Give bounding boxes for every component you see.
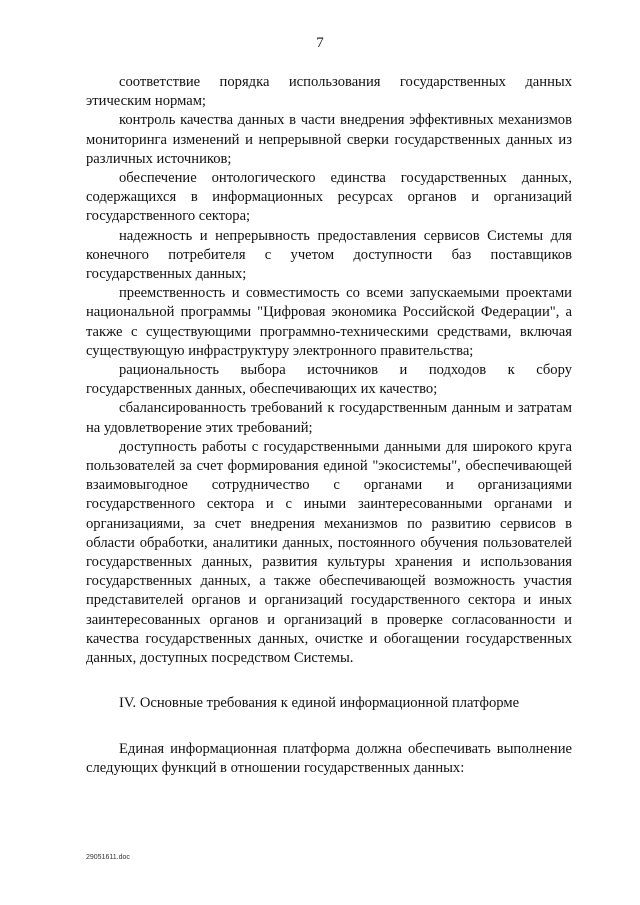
requirement-paragraph: преемственность и совместимость со всеми запускаемыми проектами национальной программы "Цифровая экономика Российской Федерации", а также с существующими программно-техническими средствами, включая существующую инфраструктуру электронного правительства; — [86, 285, 572, 359]
document-body — [86, 73, 572, 778]
requirement-paragraph: обеспечение онтологического единства государственных данных, содержащихся в информационных ресурсах органов и организаций государственного сектора; — [86, 170, 572, 225]
requirement-paragraph: сбалансированность требований к государственным данным и затратам на удовлетворение этих требований; — [86, 400, 572, 436]
page-number: 7 — [316, 35, 324, 51]
footer-file-code: 29051611.doc — [86, 854, 130, 861]
requirement-paragraph: надежность и непрерывность предоставления сервисов Системы для конечного потребителя с учетом доступности баз поставщиков государственных данных; — [86, 227, 572, 283]
requirement-paragraph: рациональность выбора источников и подходов к сбору государственных данных, обеспечивающих их качество; — [86, 362, 572, 398]
section-heading: IV. Основные требования к единой информационной платформе — [119, 695, 520, 712]
requirement-paragraph: доступность работы с государственными данными для широкого круга пользователей за счет формирования единой "экосистемы", обеспечивающей взаимовыгодное сотрудничество с органами и организациями государственного сектора и с иными заинтересованными органами и организациями, за счет внедрения механизмов по развитию сервисов в области обработки, аналитики данных, постоянного обучения пользователей государственных данных, развития культуры хранения и использования государственных данных, а также обеспечивающей возможность участия представителей органов и организаций государственного сектора и иных заинтересованных органов и организаций в проверке согласованности и качества государственных данных, очистке и обогащении государственных данных, доступных посредством Системы. — [86, 438, 572, 667]
requirement-paragraph: соответствие порядка использования государственных данных этическим нормам; — [86, 74, 572, 110]
closing-paragraph: Единая информационная платформа должна обеспечивать выполнение следующих функций в отношении государственных данных: — [86, 740, 572, 776]
requirement-paragraph: контроль качества данных в части внедрения эффективных механизмов мониторинга изменений и непрерывной сверки государственных данных из различных источников; — [86, 112, 572, 167]
